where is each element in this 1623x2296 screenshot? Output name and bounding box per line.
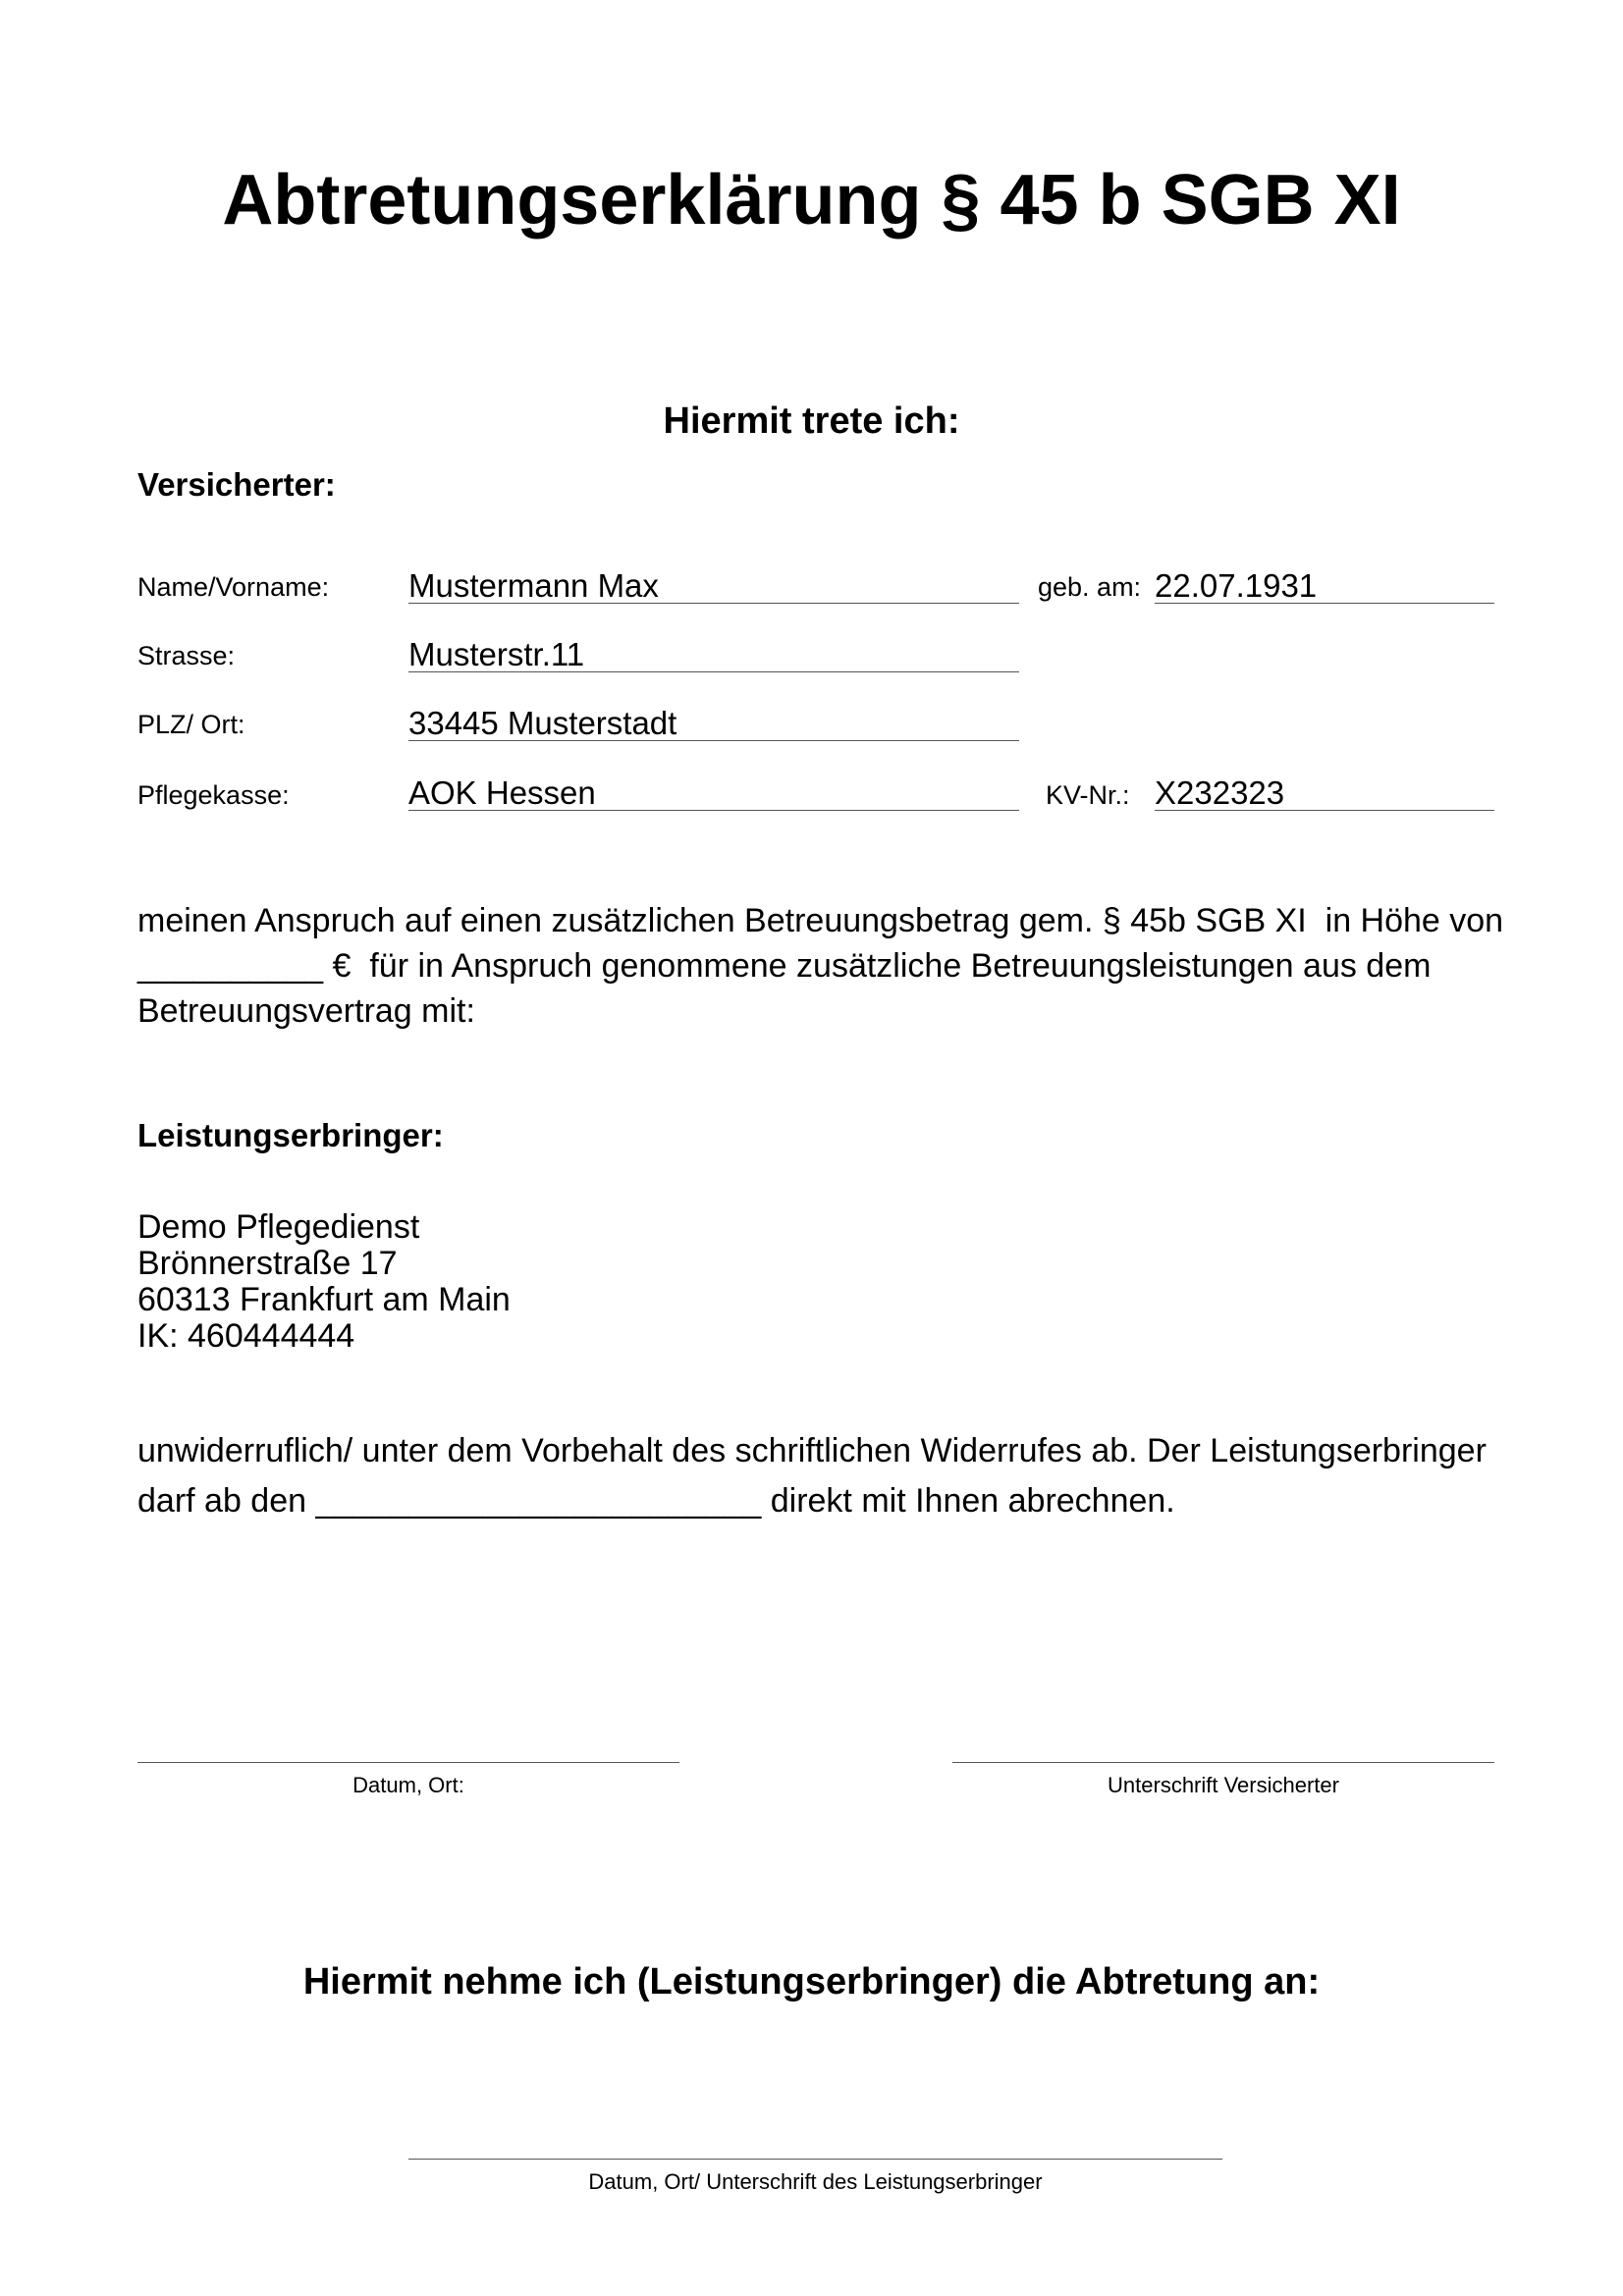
kv-underline	[1155, 810, 1494, 811]
claim-line-1: meinen Anspruch auf einen zusätzlichen Betreuungsbetrag gem. § 45b SGB XI in Höhe von	[137, 902, 1504, 939]
insured-signature-line	[952, 1762, 1494, 1763]
birth-underline	[1155, 603, 1494, 604]
claim-line-3: Betreuungsvertrag mit:	[137, 992, 475, 1030]
name-underline	[408, 603, 1019, 604]
provider-address	[137, 1209, 511, 1355]
assignment-paragraph	[137, 1426, 1487, 1526]
insurer-underline	[408, 810, 1019, 811]
street-value: Musterstr.11	[408, 636, 585, 672]
kv-label: KV-Nr.:	[1046, 780, 1130, 810]
date-signature-line	[137, 1762, 679, 1763]
city-label: PLZ/ Ort:	[137, 710, 245, 739]
city-value: 33445 Musterstadt	[408, 705, 677, 741]
date-caption: Datum, Ort:	[352, 1773, 464, 1797]
provider-ik: IK: 460444444	[137, 1317, 355, 1355]
city-underline	[408, 740, 1019, 741]
name-value: Mustermann Max	[408, 567, 659, 604]
street-underline	[408, 671, 1019, 672]
kv-value: X232323	[1155, 774, 1285, 811]
provider-signature-caption: Datum, Ort/ Unterschrift des Leistungserbringer	[588, 2169, 1043, 2194]
assignment-line-2: darf ab den ________________________ direkt mit Ihnen abrechnen.	[137, 1482, 1175, 1520]
claim-line-2: __________ € für in Anspruch genommene zusätzliche Betreuungsleistungen aus dem	[137, 947, 1432, 985]
provider-heading: Leistungserbringer:	[137, 1117, 444, 1153]
provider-name: Demo Pflegedienst	[137, 1208, 420, 1246]
insurer-label: Pflegekasse:	[137, 780, 290, 810]
document-title: Abtretungserklärung § 45 b SGB XI	[222, 161, 1401, 240]
provider-signature-line	[408, 2159, 1222, 2160]
birth-value: 22.07.1931	[1155, 567, 1318, 604]
assignment-line-1: unwiderruflich/ unter dem Vorbehalt des schriftlichen Widerrufes ab. Der Leistungserbringer	[137, 1432, 1487, 1469]
provider-city: 60313 Frankfurt am Main	[137, 1281, 511, 1318]
insured-heading: Versicherter:	[137, 466, 336, 503]
section-heading-accept: Hiermit nehme ich (Leistungserbringer) die Abtretung an:	[302, 1961, 1321, 2002]
insurer-value: AOK Hessen	[408, 774, 596, 811]
provider-street: Brönnerstraße 17	[137, 1245, 398, 1282]
street-label: Strasse:	[137, 641, 236, 670]
section-heading-assign: Hiermit trete ich:	[663, 400, 960, 442]
insured-signature-caption: Unterschrift Versicherter	[1108, 1773, 1339, 1797]
birth-label: geb. am:	[1038, 572, 1142, 602]
name-label: Name/Vorname:	[137, 572, 330, 602]
claim-paragraph	[137, 898, 1503, 1034]
